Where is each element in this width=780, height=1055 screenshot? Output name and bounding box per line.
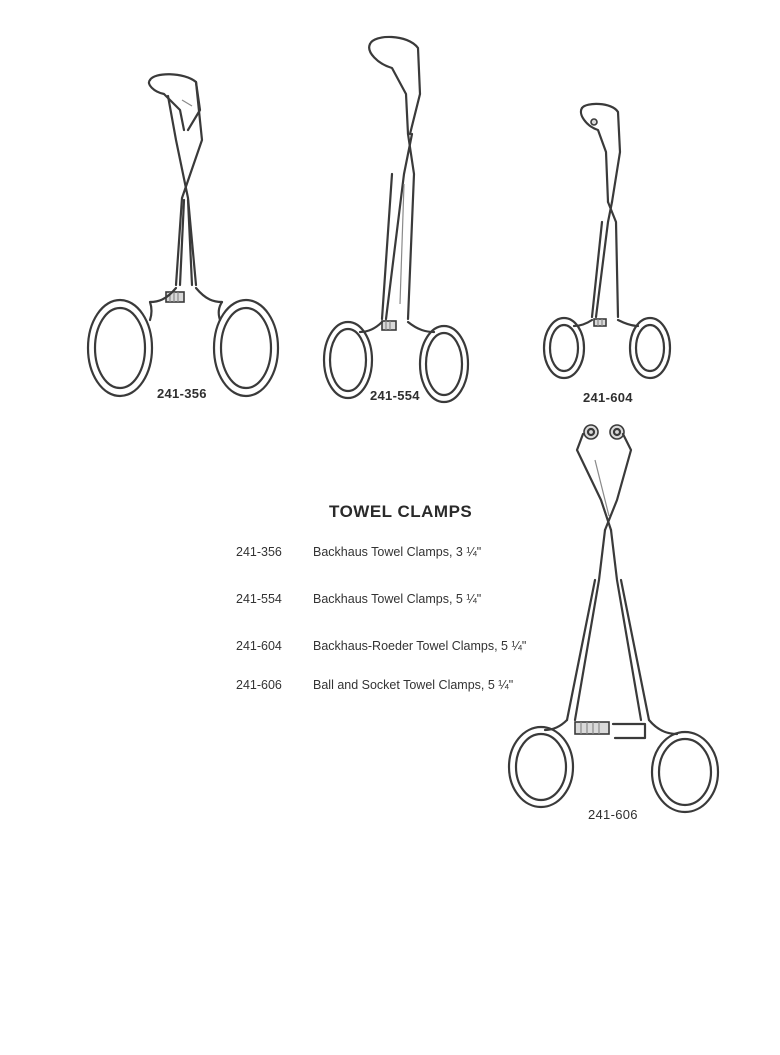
item-code: 241-554 [236, 592, 282, 606]
list-item [236, 545, 481, 559]
clamp-code-label: 241-356 [157, 386, 207, 401]
item-code: 241-604 [236, 639, 282, 653]
backhaus-towel-clamp-long-icon [322, 34, 482, 404]
clamp-code-label: 241-606 [588, 807, 638, 822]
item-description: Ball and Socket Towel Clamps, 5 ¼" [313, 678, 514, 692]
item-description: Backhaus Towel Clamps, 3 ¼" [313, 545, 482, 559]
list-item [236, 592, 481, 606]
clamp-code-label: 241-604 [583, 390, 633, 405]
backhaus-roeder-towel-clamp-icon [542, 102, 682, 392]
list-item [236, 678, 513, 692]
backhaus-towel-clamp-icon [84, 70, 284, 405]
page-title: TOWEL CLAMPS [329, 502, 473, 521]
list-item [236, 639, 526, 653]
ball-and-socket-towel-clamp-icon [505, 420, 725, 815]
item-code: 241-356 [236, 545, 282, 559]
clamp-code-label: 241-554 [370, 388, 420, 403]
item-description: Backhaus Towel Clamps, 5 ¼" [313, 592, 482, 606]
item-code: 241-606 [236, 678, 282, 692]
item-description: Backhaus-Roeder Towel Clamps, 5 ¼" [313, 639, 527, 653]
